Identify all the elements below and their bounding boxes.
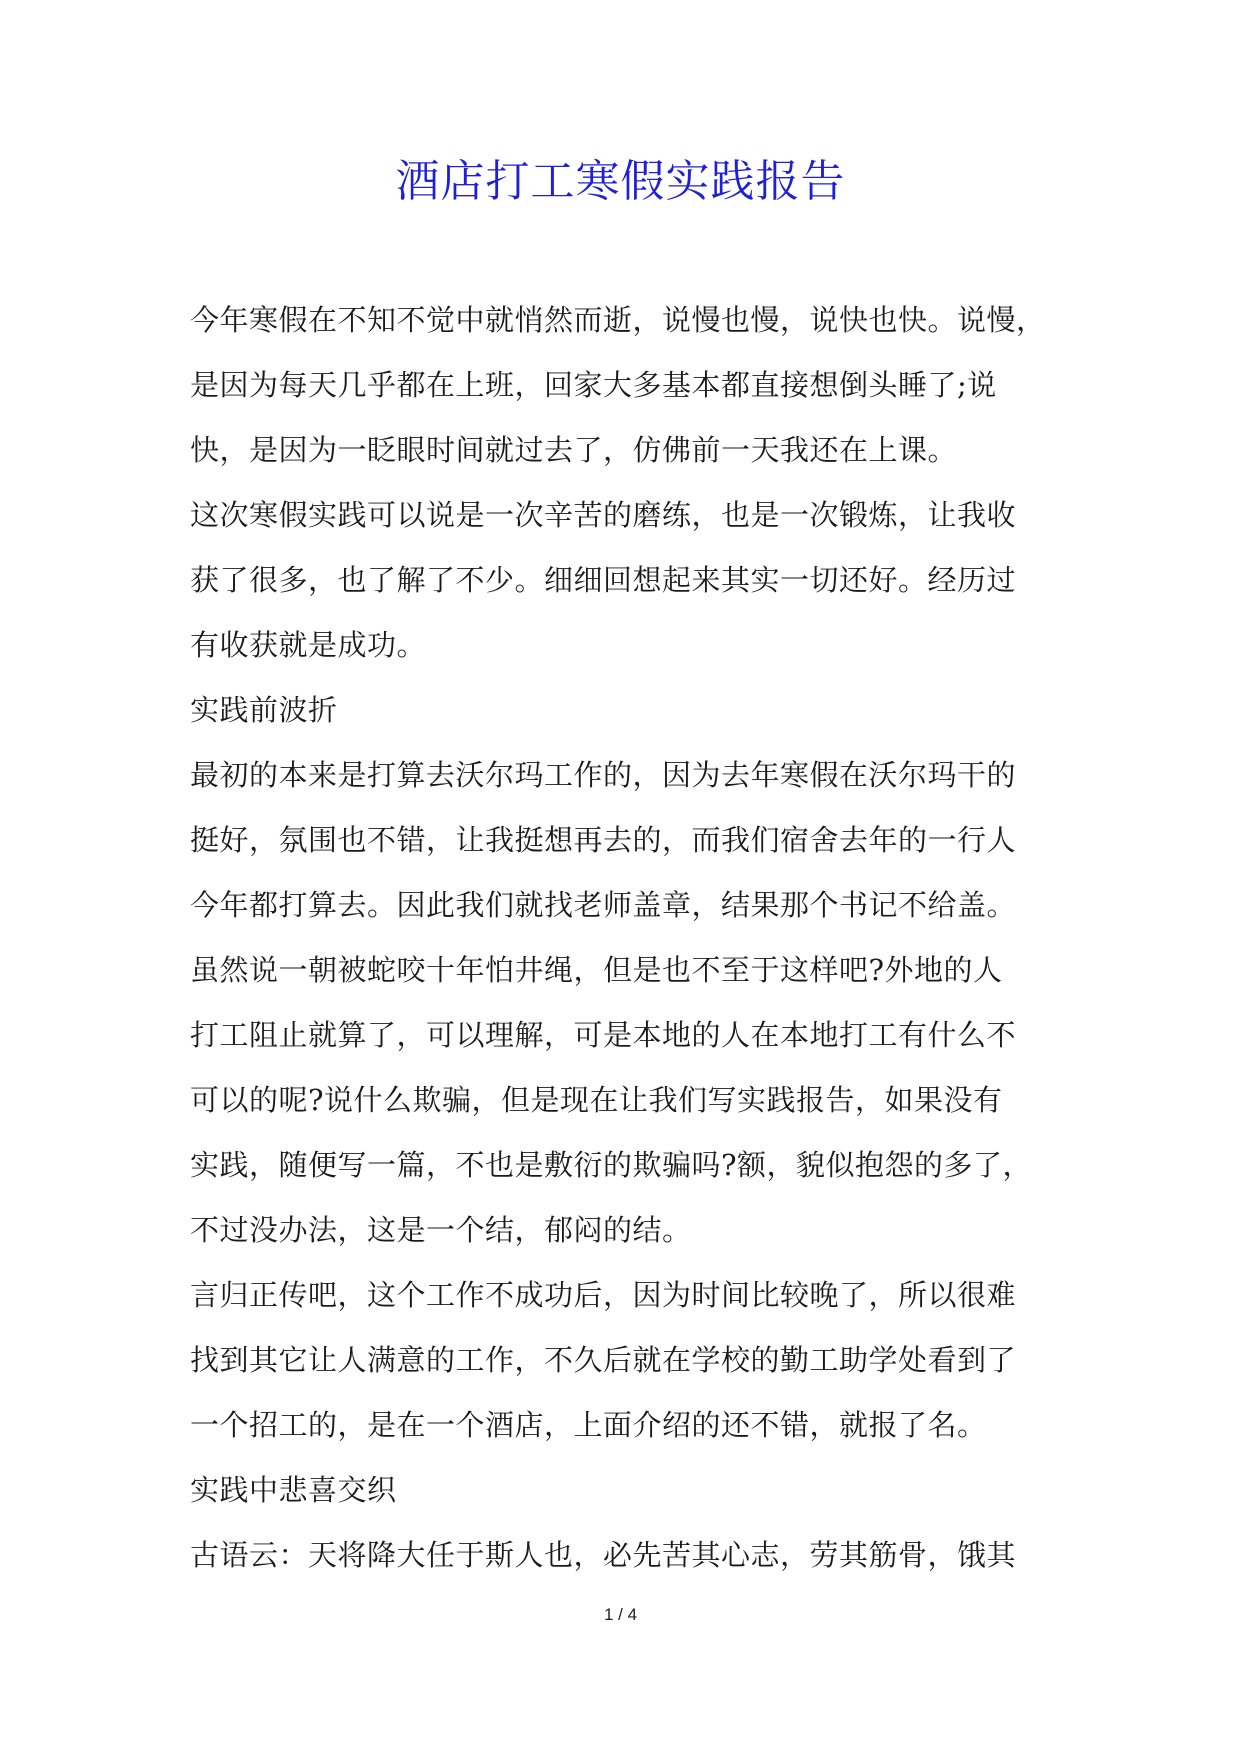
text-line: 今年都打算去。因此我们就找老师盖章，结果那个书记不给盖。 <box>190 888 1017 922</box>
text-line: 获了很多，也了解了不少。细细回想起来其实一切还好。经历过 <box>190 563 1017 597</box>
text-line: 一个招工的，是在一个酒店，上面介绍的还不错，就报了名。 <box>190 1408 987 1442</box>
text-line: 言归正传吧，这个工作不成功后，因为时间比较晚了，所以很难 <box>190 1278 1017 1312</box>
text-line: 这次寒假实践可以说是一次辛苦的磨练，也是一次锻炼，让我收 <box>190 498 1017 532</box>
text-line: 最初的本来是打算去沃尔玛工作的，因为去年寒假在沃尔玛干的 <box>190 758 1017 792</box>
document-title: 酒店打工寒假实践报告 <box>395 156 846 207</box>
text-line: 是因为每天几乎都在上班，回家大多基本都直接想倒头睡了;说 <box>190 368 997 402</box>
text-line: 实践，随便写一篇，不也是敷衍的欺骗吗?额，貌似抱怨的多了， <box>190 1148 1033 1182</box>
text-line: 打工阻止就算了，可以理解，可是本地的人在本地打工有什么不 <box>190 1018 1017 1052</box>
page-number: 1 / 4 <box>603 1605 638 1624</box>
section-heading: 实践中悲喜交织 <box>190 1473 397 1507</box>
document-body <box>190 288 1056 1588</box>
text-line: 找到其它让人满意的工作，不久后就在学校的勤工助学处看到了 <box>190 1343 1017 1377</box>
text-line: 有收获就是成功。 <box>190 628 427 662</box>
text-line: 今年寒假在不知不觉中就悄然而逝，说慢也慢，说快也快。说慢， <box>190 303 1046 337</box>
text-line: 古语云：天将降大任于斯人也，必先苦其心志，劳其筋骨，饿其 <box>190 1538 1017 1572</box>
text-line: 挺好，氛围也不错，让我挺想再去的，而我们宿舍去年的一行人 <box>190 823 1017 857</box>
section-heading: 实践前波折 <box>190 693 338 727</box>
text-line: 快，是因为一眨眼时间就过去了，仿佛前一天我还在上课。 <box>190 433 958 467</box>
text-line: 不过没办法，这是一个结，郁闷的结。 <box>190 1213 692 1247</box>
text-line: 可以的呢?说什么欺骗，但是现在让我们写实践报告，如果没有 <box>190 1083 1003 1117</box>
text-line: 虽然说一朝被蛇咬十年怕井绳，但是也不至于这样吧?外地的人 <box>190 953 1003 987</box>
